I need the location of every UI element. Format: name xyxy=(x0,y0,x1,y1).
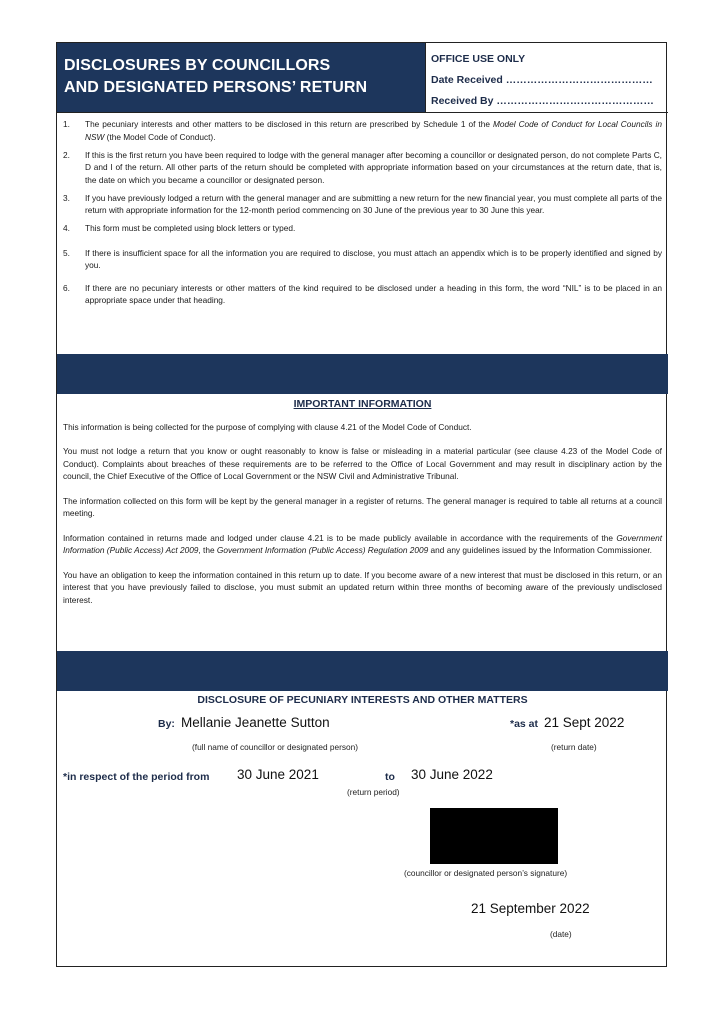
instruction-item xyxy=(63,247,662,272)
instruction-text: If there is insufficient space for all the information you are required to disclose, you must attach an appendix which is to be properly identified and signed by you. xyxy=(85,247,662,270)
important-paragraph: Information contained in returns made and lodged under clause 4.21 is to be made publicly available in accordance with the requirements of the Government Information (Public Access) Act 2009, the Government Information (Public Access) Regulation 2009 and any guidelines issued by the Information Commissioner. xyxy=(63,532,662,555)
important-paragraph: This information is being collected for the purpose of complying with clause 4.21 of the Model Code of Conduct. xyxy=(63,421,472,432)
date-received-field: Date Received …………………………………… xyxy=(431,74,653,86)
section-divider-band xyxy=(57,354,668,394)
important-information-title: IMPORTANT INFORMATION xyxy=(293,398,432,410)
office-use-box xyxy=(425,43,668,112)
section-divider-band xyxy=(57,651,668,691)
form-title-box xyxy=(57,43,425,112)
form-header xyxy=(57,43,668,112)
instruction-text: If there are no pecuniary interests or other matters of the kind required to be disclosed under a heading in this form, the word “NIL” is to be placed in an appropriate space under that heading. xyxy=(85,282,662,305)
instruction-number: 1. xyxy=(63,119,70,129)
instruction-text: If you have previously lodged a return with the general manager and are submitting a new return for the new financial year, you must complete all parts of the return with appropriate information for the 12-month period commencing on 30 June of the previous year to 30 June this year. xyxy=(85,192,662,215)
disclosure-title: DISCLOSURE OF PECUNIARY INTERESTS AND OTHER MATTERS xyxy=(197,694,528,706)
act-citation: Government Information (Public Access) Act 2009 xyxy=(63,532,662,555)
signature-redaction xyxy=(430,808,558,864)
instruction-text: This form must be completed using block letters or typed. xyxy=(85,223,296,233)
to-label: to xyxy=(385,771,395,783)
disclosure-form-page xyxy=(56,42,667,967)
instruction-number: 6. xyxy=(63,282,70,293)
instruction-item xyxy=(63,222,662,235)
period-to-field[interactable]: 30 June 2022 xyxy=(411,767,493,782)
instruction-number: 4. xyxy=(63,223,70,233)
instruction-item xyxy=(63,192,662,217)
name-caption: (full name of councillor or designated person) xyxy=(192,742,359,752)
instruction-item xyxy=(63,118,662,143)
signature-caption: (councillor or designated person’s signature) xyxy=(404,868,568,878)
instruction-number: 5. xyxy=(63,247,70,258)
instruction-item xyxy=(63,149,662,187)
councillor-name-field[interactable]: Mellanie Jeanette Sutton xyxy=(181,715,330,730)
instruction-number: 2. xyxy=(63,149,70,160)
signature-date-field[interactable]: 21 September 2022 xyxy=(471,901,590,916)
important-paragraph: You have an obligation to keep the information contained in this return up to date. If you become aware of a new interest that must be disclosed in this return, or an interest that you have previously failed to disclose, you must submit an updated return within three months of becoming aware of the previously undisclosed interest. xyxy=(63,569,662,605)
important-information-section xyxy=(57,394,668,651)
disclosure-section xyxy=(57,691,668,968)
instruction-emphasis: Model Code of Conduct for Local Councils in NSW xyxy=(85,119,663,142)
form-title-line-2: AND DESIGNATED PERSONS’ RETURN xyxy=(64,79,368,96)
important-paragraph: You must not lodge a return that you know or ought reasonably to know is false or misleading in a material particular (see clause 4.23 of the Model Code of Conduct). Complaints about breaches of these requirements are to be referred to the Office of Local Government and may result in disciplinary action by the council, the Chief Executive of the Office of Local Government or the NSW Civil and Administrative Tribunal. xyxy=(63,446,662,481)
instruction-text: If this is the first return you have been required to lodge with the general manager after becoming a councillor or designated person, do not complete Parts C, D and I of the return. All other parts of the return should be completed with appropriate information based on your circumstances at the return date, that is, the date on which you became a councillor or designated person. xyxy=(85,149,662,185)
period-label: *in respect of the period from xyxy=(63,771,210,783)
as-at-label: *as at xyxy=(510,718,539,730)
instruction-text: The pecuniary interests and other matters to be disclosed in this return are prescribed by Schedule 1 of the Model Code of Conduct for Local Councils in NSW (the Model Code of Conduct). xyxy=(85,119,663,142)
form-title-line-1: DISCLOSURES BY COUNCILLORS xyxy=(64,57,331,74)
instruction-item xyxy=(63,282,662,307)
date-caption: (date) xyxy=(550,929,572,939)
return-period-caption: (return period) xyxy=(347,787,400,797)
office-use-label: OFFICE USE ONLY xyxy=(431,53,526,65)
important-paragraph: The information collected on this form will be kept by the general manager in a register of returns. The general manager is required to table all returns at a council meeting. xyxy=(63,495,662,518)
received-by-field: Received By ……………………………………… xyxy=(431,95,654,107)
instruction-number: 3. xyxy=(63,192,70,203)
header-divider xyxy=(57,112,668,113)
instructions-list xyxy=(57,118,668,312)
period-from-field[interactable]: 30 June 2021 xyxy=(237,767,319,782)
return-date-field[interactable]: 21 Sept 2022 xyxy=(544,715,625,730)
return-date-caption: (return date) xyxy=(551,742,597,752)
regulation-citation: Government Information (Public Access) Regulation 2009 xyxy=(216,545,429,555)
by-label: By: xyxy=(158,718,175,730)
